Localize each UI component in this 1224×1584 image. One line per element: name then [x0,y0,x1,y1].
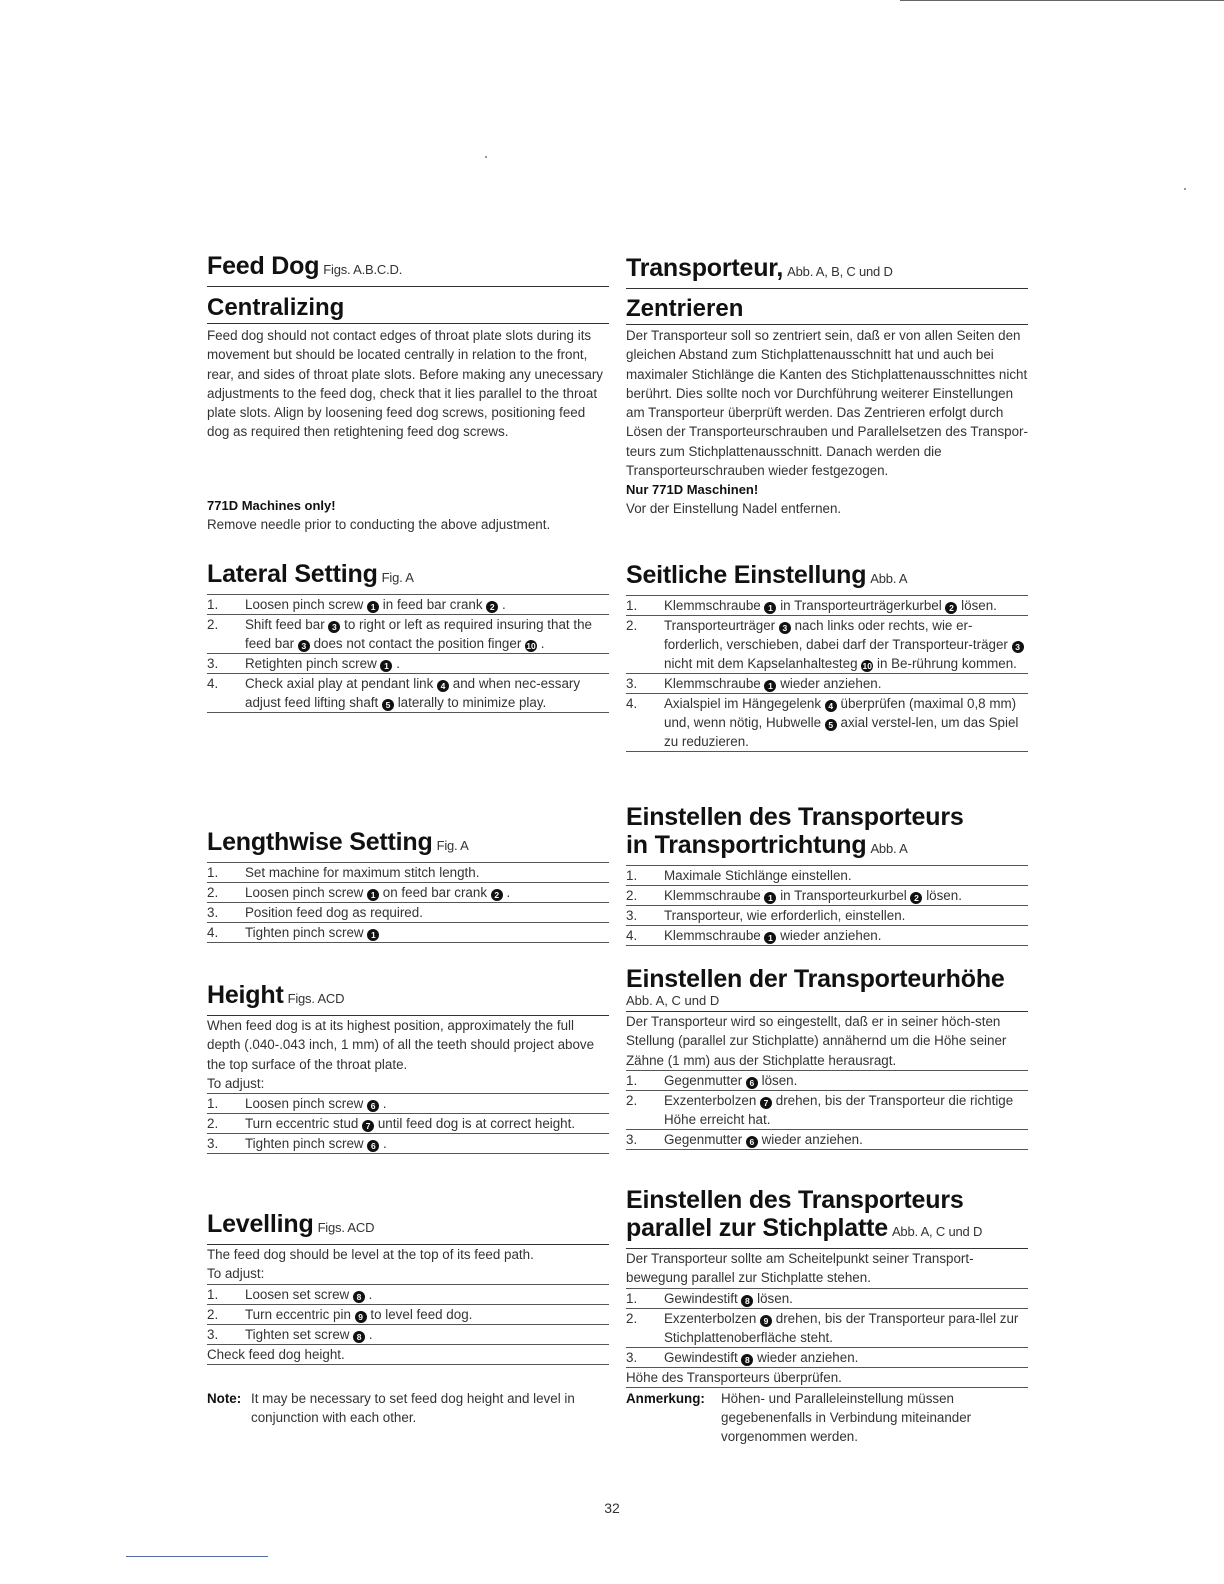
de-parallel-title-2: parallel zur Stichplatte [626,1214,888,1242]
step-number: 1. [626,1290,638,1306]
step-text-segment: . [502,885,511,900]
step-number: 3. [626,908,638,923]
step-item [626,616,1028,674]
en-lateral-ref: Fig. A [381,570,414,585]
scan-speck [485,156,487,158]
step-text-segment: . [379,1096,387,1112]
step-text [664,596,1028,615]
step-text-segment: wieder anziehen. [753,1349,859,1365]
step-text-segment: does not contact the position finger [309,636,525,651]
en-centralizing-title: Centralizing [207,294,609,324]
step-text-segment: nicht mit dem Kapselanhaltesteg [664,656,862,671]
step-text-segment: Tighten pinch screw [245,925,368,940]
de-seitliche-section [626,561,1028,752]
step-text [245,654,609,673]
step-text-segment: Tighten set screw [245,1326,354,1342]
step-number: 3. [207,1326,219,1342]
step-text [664,886,1028,905]
step-number: 1. [626,868,638,883]
step-text-segment: nach links oder rechts, wie er-forderlich, verschieben, dabei darf der Transporteur-träger [664,618,1012,652]
page-number: 32 [604,1500,620,1516]
step-item [207,923,609,943]
step-text [245,903,609,922]
step-item [207,863,609,883]
part-reference-marker: 1 [764,932,776,944]
step-number: 4. [207,925,219,940]
step-text-segment: wieder anziehen. [757,1131,863,1147]
de-hoehe-text: Der Transporteur wird so eingestellt, daß er in seiner höch-sten Stellung (parallel zur Stichplatte) annähernd um die Höhe seiner Zähne (1 mm) aus der Stichplatte herausragt. [626,1014,1007,1068]
step-text-segment: Loosen pinch screw [245,1096,368,1112]
part-reference-marker: 1 [764,892,776,904]
step-text [245,883,609,902]
step-item [207,1325,609,1345]
part-reference-marker: 6 [367,1140,379,1152]
step-number: 2. [207,617,219,632]
de-transportrichtung-steps [626,865,1028,946]
step-number: 3. [626,1349,638,1365]
step-number: 3. [207,905,219,920]
step-item [207,1094,609,1114]
step-item [626,1309,1028,1348]
de-seitliche-steps [626,595,1028,752]
step-number: 2. [626,1092,638,1108]
step-text-segment: to right or left as required insuring that the feed bar [245,617,592,651]
en-lengthwise-ref: Fig. A [436,838,469,853]
step-text [245,863,609,882]
bottom-edge-line [126,1556,268,1557]
step-text-segment: . [365,1326,373,1342]
step-text [245,674,609,712]
de-parallel-ref: Abb. A, C und D [891,1224,983,1239]
step-text-segment: Gewindestift [664,1349,742,1365]
de-transporteur-title: Transporteur, [626,254,784,282]
step-text-segment: Tighten pinch screw [245,1136,368,1152]
part-reference-marker: 8 [353,1331,365,1343]
de-zentrieren-title: Zentrieren [626,295,1028,325]
step-item [626,886,1028,906]
step-item [207,654,609,674]
step-text-segment: . [379,1136,387,1152]
step-number: 2. [626,888,638,903]
en-levelling-check: Check feed dog height. [207,1345,609,1365]
step-text-segment: lösen. [753,1290,793,1306]
step-text-segment: Klemmschraube [664,598,765,613]
part-reference-marker: 1 [764,602,776,614]
part-reference-marker: 8 [741,1354,753,1366]
en-height-section [207,981,609,1154]
step-text-segment: Exzenterbolzen [664,1092,761,1108]
en-levelling-ref: Figs. ACD [317,1220,375,1235]
de-hoehe-section [626,965,1028,1150]
en-centralizing-section [207,294,609,442]
part-reference-marker: 1 [380,660,392,672]
step-text [245,1305,609,1324]
step-text-segment: to level feed dog. [366,1306,473,1322]
step-text [245,595,609,614]
de-parallel-text: Der Transporteur sollte am Scheitelpunkt seiner Transport-bewegung parallel zur Stichplatte stehen. [626,1251,974,1286]
de-zentrieren-text: Der Transporteur soll so zentriert sein, daß er von allen Seiten den gleichen Abstand zum Stichplattenausschnitt hat und auch bei maximaler Stichlänge die Kanten des Stichplattenausschnittes nicht berührt. Dies sollte noch vor Durchführung weiterer Einstellungen am Transporteur überprüft werden. Das Zentrieren erfolgt durch Lösen der Transporteurschrauben und Parallelsetzen des Transpor-teurs zum Stichplattenausschnitt. Danach werden die Transporteurschrauben wieder festgezogen. [626,328,1028,479]
part-reference-marker: 8 [353,1291,365,1303]
step-item [626,1348,1028,1368]
part-reference-marker: 6 [367,1100,379,1112]
part-reference-marker: 4 [437,680,449,692]
top-border-line [900,0,1224,1]
part-reference-marker: 1 [367,929,379,941]
en-machines-label: 771D Machines only! [207,498,336,513]
step-number: 4. [207,676,219,691]
step-text [664,906,1028,925]
de-seitliche-ref: Abb. A [870,571,908,586]
step-text-segment: Gegenmutter [664,1072,746,1088]
step-number: 1. [207,1096,219,1112]
de-zentrieren-section [626,295,1028,519]
step-text-segment: . [537,636,545,651]
step-text [664,1091,1028,1129]
part-reference-marker: 1 [367,601,379,613]
part-reference-marker: 7 [760,1097,772,1109]
de-note [626,1389,1028,1446]
step-text [664,694,1028,751]
de-machines-text: Vor der Einstellung Nadel entfernen. [626,501,842,517]
part-reference-marker: 6 [746,1077,758,1089]
de-transporteur-header [626,254,1028,289]
step-text-segment: lösen. [957,598,997,613]
step-text [245,1285,609,1304]
de-hoehe-steps [626,1070,1028,1150]
step-item [207,674,609,713]
step-item [207,615,609,654]
part-reference-marker: 1 [764,680,776,692]
de-transportrichtung-title-1: Einstellen des Transporteurs [626,803,964,831]
scan-speck [1184,188,1186,190]
en-levelling-steps [207,1284,609,1345]
step-text-segment: . [498,597,506,612]
step-number: 2. [626,618,638,633]
part-reference-marker: 2 [491,889,503,901]
step-text-segment: Transporteurträger [664,618,779,633]
de-transporteur-ref: Abb. A, B, C und D [787,264,893,279]
step-text-segment: and when nec-essary adjust feed lifting shaft [245,676,581,710]
step-text-segment: wieder anziehen. [776,676,882,691]
step-item [626,1289,1028,1309]
step-number: 2. [207,1306,219,1322]
step-text [664,1289,1028,1308]
step-text [664,674,1028,693]
step-text-segment: . [392,656,400,671]
step-text [664,926,1028,945]
step-number: 2. [207,885,219,900]
step-number: 3. [207,1136,219,1152]
step-text [245,1325,609,1344]
de-parallel-section [626,1186,1028,1388]
en-height-to-adjust: To adjust: [207,1075,265,1091]
step-text-segment: axial verstel-len, um das Spiel zu reduzieren. [664,715,1019,749]
step-text-segment: Check axial play at pendant link [245,676,438,691]
step-text [245,1134,609,1153]
de-note-label: Anmerkung: [626,1391,705,1406]
step-number: 2. [626,1310,638,1326]
en-lengthwise-steps [207,862,609,943]
en-note-label: Note: [207,1391,242,1406]
step-number: 4. [626,928,638,943]
en-feed-dog-header [207,252,609,287]
step-text-segment: lösen. [922,888,962,903]
step-text-segment: in Transporteurträgerkurbel [776,598,946,613]
de-note-text: Höhen- und Paralleleinstellung müssen gegebenenfalls in Verbindung miteinander vorgenommen werden. [721,1391,972,1444]
part-reference-marker: 9 [355,1311,367,1323]
part-reference-marker: 7 [362,1120,374,1132]
step-text [664,1130,1028,1149]
en-lengthwise-section [207,828,609,943]
de-parallel-steps [626,1288,1028,1368]
step-text-segment: Klemmschraube [664,888,765,903]
de-transportrichtung-section [626,803,1028,946]
en-height-title: Height [207,981,284,1009]
part-reference-marker: 2 [910,892,922,904]
step-text-segment: in feed bar crank [379,597,487,612]
en-machines-text: Remove needle prior to conducting the above adjustment. [207,517,551,532]
step-text-segment: Position feed dog as required. [245,905,423,920]
en-note [207,1389,609,1427]
step-item [626,1071,1028,1091]
step-text-segment: Gewindestift [664,1290,742,1306]
step-number: 1. [207,597,219,612]
de-seitliche-title: Seitliche Einstellung [626,561,867,589]
step-text-segment: Klemmschraube [664,928,765,943]
part-reference-marker: 10 [526,641,536,651]
part-reference-marker: 3 [1012,641,1024,653]
step-item [626,694,1028,752]
step-item [207,903,609,923]
step-item [626,1091,1028,1130]
step-text-segment: Transporteur, wie erforderlich, einstellen. [664,908,906,923]
step-text [664,1309,1028,1347]
step-text-segment: on feed bar crank [379,885,491,900]
step-item [626,906,1028,926]
step-item [626,674,1028,694]
step-text-segment: Loosen set screw [245,1286,353,1302]
en-lateral-steps [207,594,609,713]
de-parallel-title-1: Einstellen des Transporteurs [626,1186,964,1214]
step-text-segment: Maximale Stichlänge einstellen. [664,868,852,883]
en-levelling-to-adjust: To adjust: [207,1266,265,1282]
part-reference-marker: 9 [760,1315,772,1327]
step-item [626,866,1028,886]
part-reference-marker: 2 [486,601,498,613]
step-text-segment: drehen, bis der Transporteur die richtige Höhe erreicht hat. [664,1092,1014,1127]
step-text [664,1071,1028,1090]
en-lateral-section [207,560,609,713]
en-feed-dog-title: Feed Dog [207,252,320,280]
en-note-text: It may be necessary to set feed dog height and level in conjunction with each other. [251,1391,575,1425]
step-item [207,1114,609,1134]
en-height-steps [207,1093,609,1154]
en-lengthwise-title: Lengthwise Setting [207,828,433,856]
step-text-segment: Set machine for maximum stitch length. [245,865,480,880]
step-number: 2. [207,1116,219,1132]
step-text-segment: überprüfen (maximal 0,8 mm) und, wenn nötig, Hubwelle [664,696,1017,730]
en-height-ref: Figs. ACD [287,991,345,1006]
de-transportrichtung-title-2: in Transportrichtung [626,831,867,859]
step-number: 4. [626,696,638,711]
step-text [245,1094,609,1113]
part-reference-marker: 3 [328,621,340,633]
step-text-segment: Gegenmutter [664,1131,746,1147]
part-reference-marker: 2 [945,602,957,614]
de-hoehe-ref: Abb. A, C und D [626,993,720,1008]
step-text [245,615,609,653]
step-item [626,1130,1028,1150]
step-item [626,596,1028,616]
part-reference-marker: 1 [367,889,379,901]
step-number: 1. [207,865,219,880]
en-levelling-title: Levelling [207,1210,314,1238]
step-number: 3. [626,676,638,691]
step-text-segment: . [364,1286,373,1302]
step-text-segment: until feed dog is at correct height. [374,1116,576,1132]
step-item [207,1305,609,1325]
part-reference-marker: 6 [746,1136,758,1148]
de-transportrichtung-ref: Abb. A [870,841,908,856]
step-text [664,1348,1028,1367]
step-text-segment: in Be-rührung kommen. [873,656,1017,671]
part-reference-marker: 3 [298,640,310,652]
part-reference-marker: 8 [741,1295,753,1307]
part-reference-marker: 5 [825,719,837,731]
de-hoehe-title: Einstellen der Transporteurhöhe [626,965,1005,993]
step-number: 1. [207,1286,219,1302]
part-reference-marker: 3 [779,622,791,634]
step-text-segment: Turn eccentric pin [245,1306,355,1322]
part-reference-marker: 5 [382,699,394,711]
en-machines-note [207,496,609,534]
step-number: 3. [207,656,219,671]
en-centralizing-text: Feed dog should not contact edges of throat plate slots during its movement but should be located centrally in relation to the front, rear, and sides of throat plate slots. Before making any unecessary adjustments to the feed dog, check that it lies parallel to the throat plate slots. Align by loosening feed dog screws, positioning feed dog as required then retightening feed dog screws. [207,328,603,440]
step-text [245,923,609,942]
step-item [207,595,609,615]
part-reference-marker: 10 [862,661,872,671]
step-number: 3. [626,1131,638,1147]
en-levelling-section [207,1210,609,1365]
step-text-segment: laterally to minimize play. [393,695,547,710]
step-item [207,1134,609,1154]
en-height-text: When feed dog is at its highest position, approximately the full depth (.040-.043 inch, 1 mm) of all the teeth should project above the top surface of the throat plate. [207,1018,595,1072]
part-reference-marker: 4 [825,700,837,712]
step-text [664,866,1028,885]
step-text-segment: in Transporteurkurbel [776,888,911,903]
step-text-segment: Loosen pinch screw [245,597,368,612]
en-feed-dog-ref: Figs. A.B.C.D. [323,262,403,277]
de-parallel-check: Höhe des Transporteurs überprüfen. [626,1368,1028,1388]
step-number: 1. [626,598,638,613]
step-number: 1. [626,1072,638,1088]
step-text-segment: Turn eccentric stud [245,1116,363,1132]
step-text-segment: Axialspiel im Hängegelenk [664,696,825,711]
step-text [245,1114,609,1133]
step-text-segment: Exzenterbolzen [664,1310,761,1326]
step-item [626,926,1028,946]
step-text-segment: Loosen pinch screw [245,885,368,900]
en-lateral-title: Lateral Setting [207,560,378,588]
step-text [664,616,1028,673]
de-machines-label: Nur 771D Maschinen! [626,482,759,498]
step-item [207,1285,609,1305]
step-text-segment: lösen. [757,1072,798,1088]
step-text-segment: Klemmschraube [664,676,765,691]
step-item [207,883,609,903]
step-text-segment: Retighten pinch screw [245,656,381,671]
step-text-segment: wieder anziehen. [776,928,882,943]
step-text-segment: drehen, bis der Transporteur para-llel zur Stichplattenoberfläche steht. [664,1310,1019,1345]
en-levelling-text: The feed dog should be level at the top of its feed path. [207,1247,534,1262]
step-text-segment: Shift feed bar [245,617,329,632]
